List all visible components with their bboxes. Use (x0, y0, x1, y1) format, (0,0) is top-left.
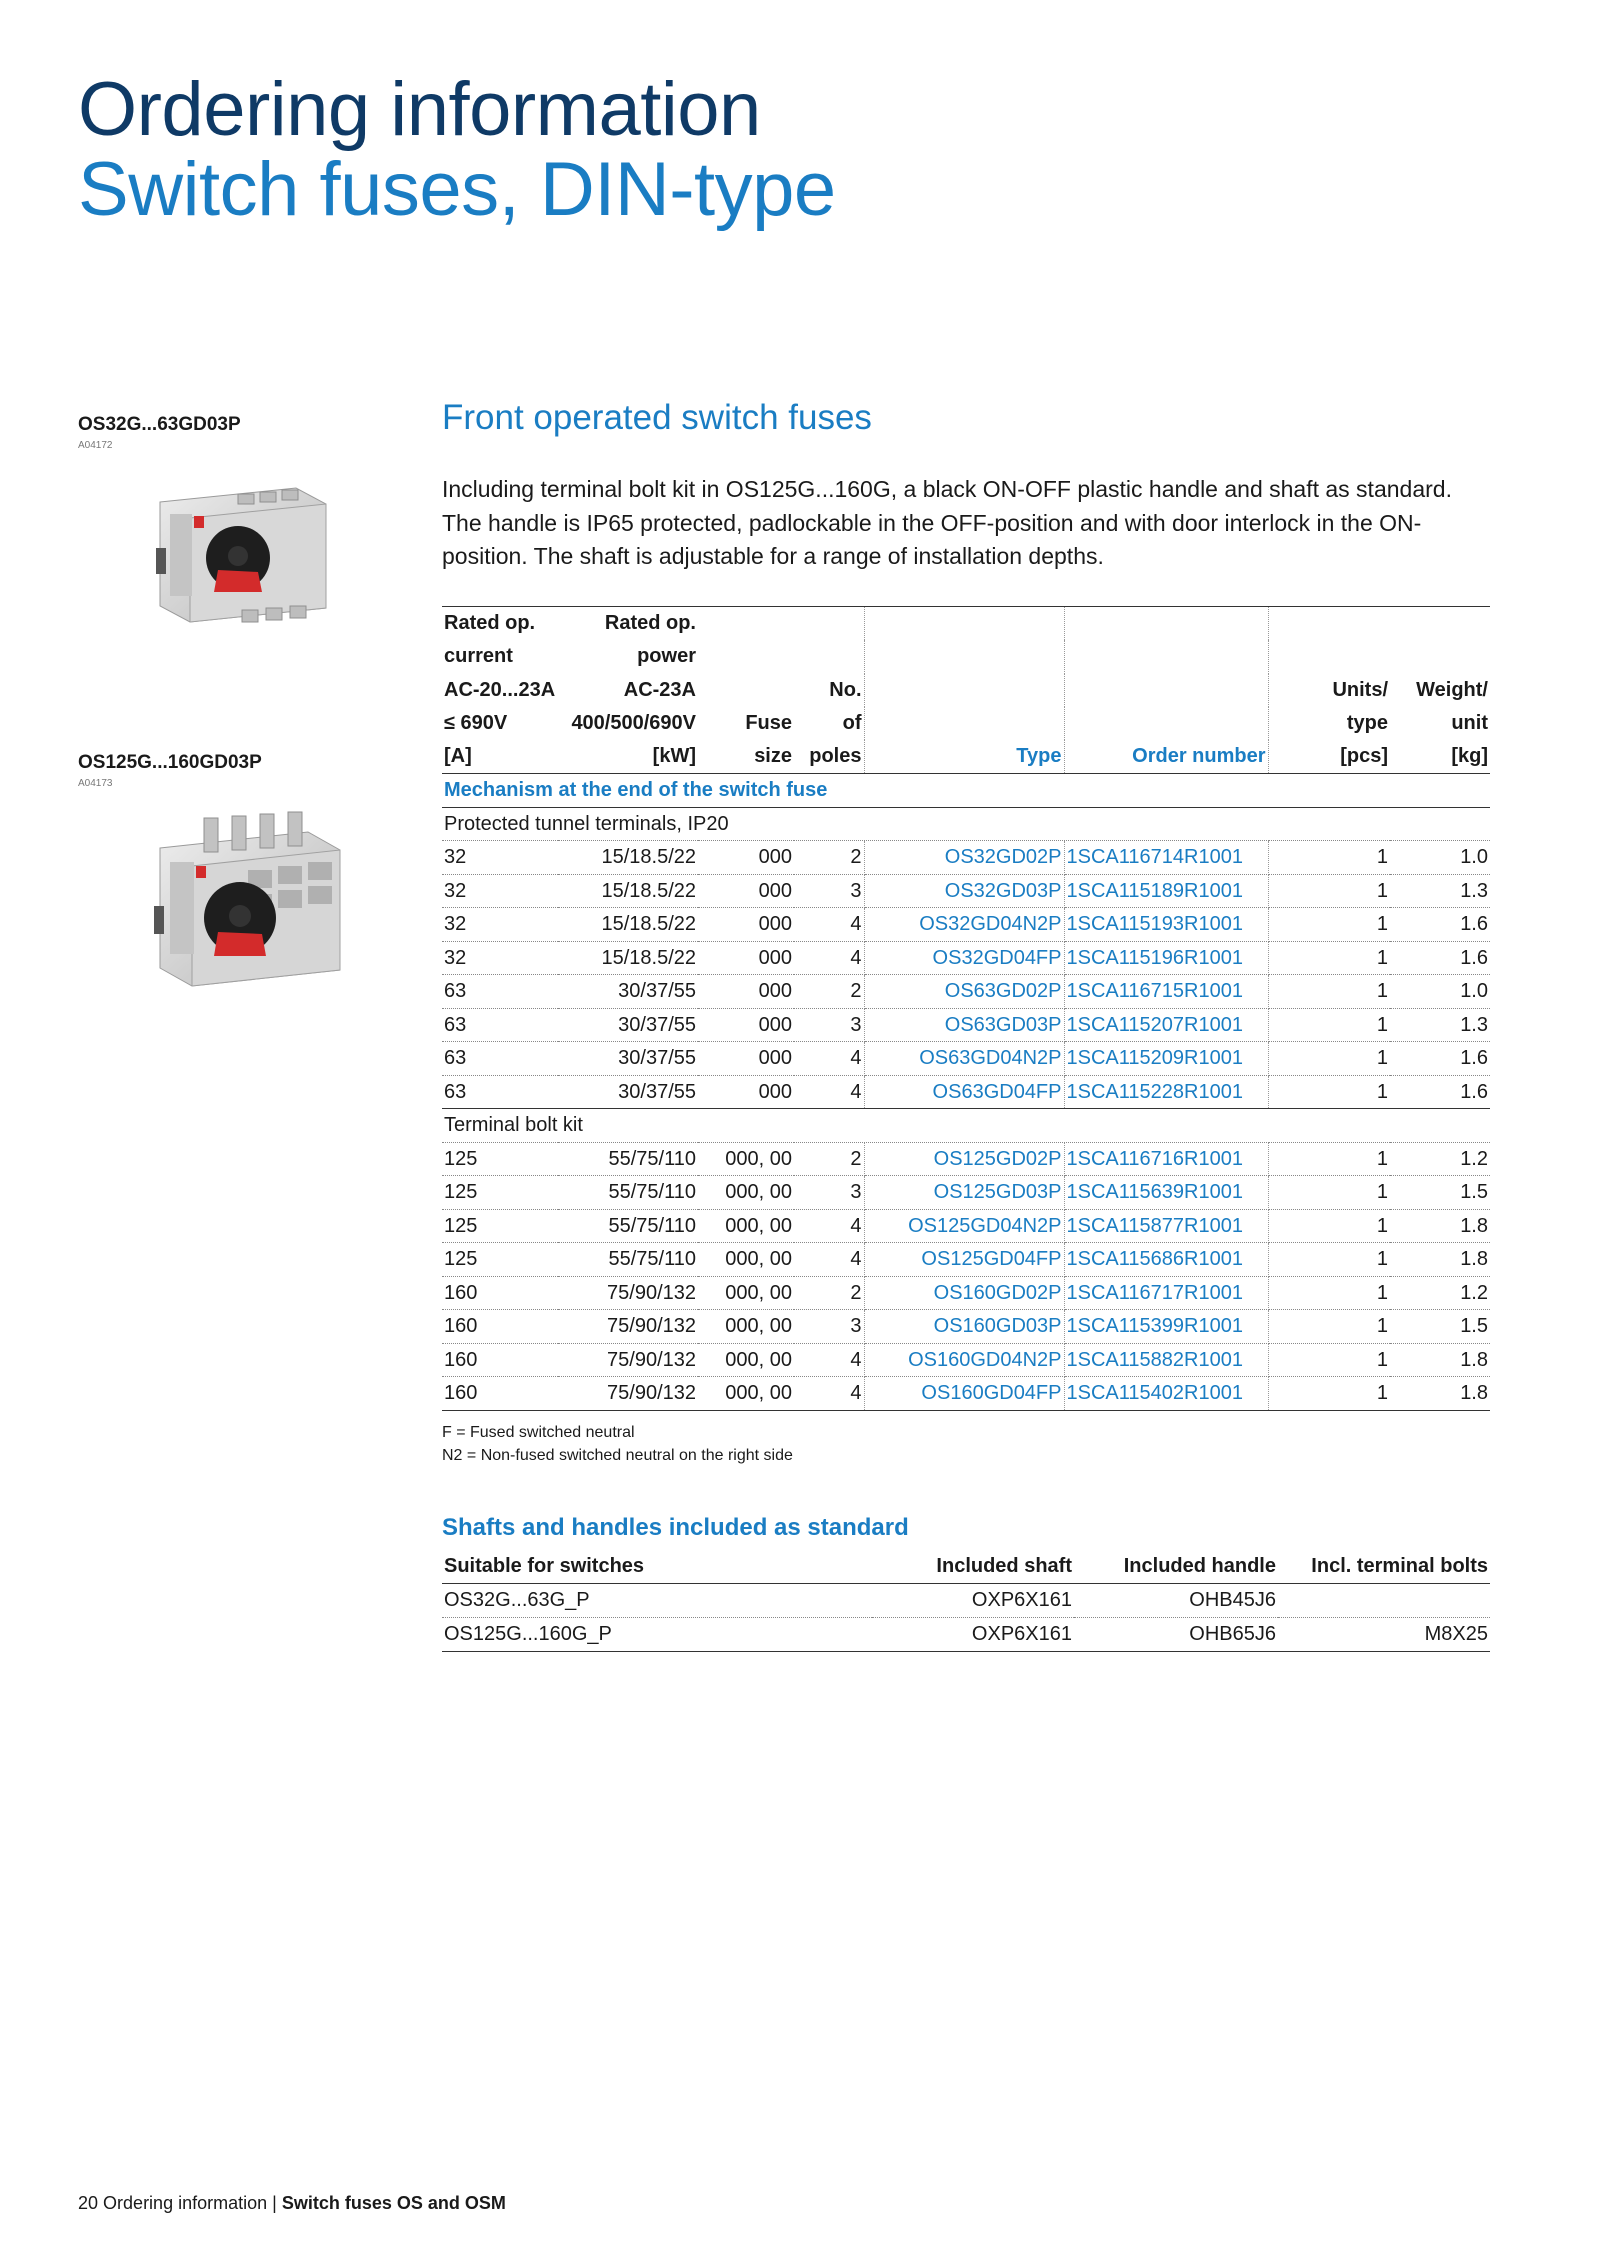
cell-poles: 4 (794, 908, 864, 942)
cell-order: 1SCA115193R1001 (1064, 908, 1268, 942)
header-suitable-for: Suitable for switches (442, 1550, 872, 1584)
cell-units: 1 (1268, 1243, 1390, 1277)
header-current: Rated op. (442, 607, 558, 641)
cell-type: OS125GD04N2P (864, 1209, 1064, 1243)
cell-fuse: 000 (698, 874, 794, 908)
cell-type: OS160GD02P (864, 1276, 1064, 1310)
cell-type: OS63GD03P (864, 1008, 1064, 1042)
cell-bolts: M8X25 (1278, 1618, 1490, 1652)
cell-order: 1SCA115639R1001 (1064, 1176, 1268, 1210)
cell-current: 125 (442, 1209, 558, 1243)
product-caption: OS32G...63GD03P (78, 414, 241, 435)
cell-current: 32 (442, 908, 558, 942)
cell-order: 1SCA116715R1001 (1064, 975, 1268, 1009)
cell-fuse: 000, 00 (698, 1142, 794, 1176)
cell-order: 1SCA115877R1001 (1064, 1209, 1268, 1243)
cell-poles: 4 (794, 1209, 864, 1243)
cell-weight: 1.8 (1390, 1209, 1490, 1243)
table-row (442, 1176, 1490, 1210)
cell-order: 1SCA116716R1001 (1064, 1142, 1268, 1176)
cell-current: 63 (442, 1042, 558, 1076)
cell-fuse: 000, 00 (698, 1310, 794, 1344)
cell-fuse: 000, 00 (698, 1209, 794, 1243)
cell-order: 1SCA116714R1001 (1064, 841, 1268, 875)
cell-poles: 4 (794, 1243, 864, 1277)
header-included-handle: Included handle (1074, 1550, 1278, 1584)
cell-power: 15/18.5/22 (558, 908, 698, 942)
cell-fuse: 000, 00 (698, 1276, 794, 1310)
header-current: [A] (442, 740, 558, 774)
table-header-row (442, 740, 1490, 774)
cell-type: OS63GD04FP (864, 1075, 1064, 1109)
cell-poles: 2 (794, 1276, 864, 1310)
cell-poles: 4 (794, 1343, 864, 1377)
cell-current: 63 (442, 975, 558, 1009)
table-row (442, 841, 1490, 875)
product-code: A04173 (78, 778, 113, 789)
cell-type: OS125GD03P (864, 1176, 1064, 1210)
cell-weight: 1.8 (1390, 1377, 1490, 1411)
cell-type: OS63GD02P (864, 975, 1064, 1009)
table-row (442, 1243, 1490, 1277)
cell-weight: 1.0 (1390, 841, 1490, 875)
cell-poles: 4 (794, 1075, 864, 1109)
table-row (442, 975, 1490, 1009)
cell-poles: 3 (794, 1310, 864, 1344)
header-power: [kW] (558, 740, 698, 774)
cell-power: 75/90/132 (558, 1310, 698, 1344)
cell-type: OS160GD04FP (864, 1377, 1064, 1411)
cell-type: OS125GD04FP (864, 1243, 1064, 1277)
cell-units: 1 (1268, 874, 1390, 908)
cell-units: 1 (1268, 1176, 1390, 1210)
shafts-section-title: Shafts and handles included as standard (442, 1514, 909, 1541)
cell-handle: OHB45J6 (1074, 1584, 1278, 1618)
table-row (442, 1377, 1490, 1411)
cell-order: 1SCA115228R1001 (1064, 1075, 1268, 1109)
cell-current: 125 (442, 1142, 558, 1176)
cell-order: 1SCA115196R1001 (1064, 941, 1268, 975)
cell-weight: 1.2 (1390, 1142, 1490, 1176)
cell-power: 75/90/132 (558, 1276, 698, 1310)
cell-weight: 1.8 (1390, 1343, 1490, 1377)
cell-poles: 2 (794, 975, 864, 1009)
table-row (442, 1343, 1490, 1377)
cell-power: 30/37/55 (558, 1008, 698, 1042)
cell-order: 1SCA115402R1001 (1064, 1377, 1268, 1411)
header-power: Rated op. (558, 607, 698, 641)
page-footer (78, 2193, 506, 2214)
cell-handle: OHB65J6 (1074, 1618, 1278, 1652)
cell-shaft: OXP6X161 (872, 1618, 1074, 1652)
cell-poles: 2 (794, 1142, 864, 1176)
header-units: Units/ (1332, 678, 1388, 701)
cell-shaft: OXP6X161 (872, 1584, 1074, 1618)
header-power: 400/500/690V (571, 711, 696, 734)
cell-units: 1 (1268, 1142, 1390, 1176)
cell-fuse: 000 (698, 841, 794, 875)
cell-units: 1 (1268, 841, 1390, 875)
cell-order: 1SCA116717R1001 (1064, 1276, 1268, 1310)
cell-current: 160 (442, 1343, 558, 1377)
cell-fuse: 000, 00 (698, 1343, 794, 1377)
header-weight: unit (1451, 711, 1488, 734)
cell-current: 32 (442, 874, 558, 908)
switch-fuse-image (148, 808, 348, 1008)
cell-bolts (1278, 1584, 1490, 1618)
cell-fuse: 000, 00 (698, 1377, 794, 1411)
header-fuse: Fuse (745, 711, 792, 734)
mechanism-row (442, 774, 1490, 808)
cell-order: 1SCA115209R1001 (1064, 1042, 1268, 1076)
cell-weight: 1.2 (1390, 1276, 1490, 1310)
table-notes (442, 1421, 793, 1467)
cell-poles: 3 (794, 1176, 864, 1210)
cell-power: 30/37/55 (558, 1075, 698, 1109)
header-poles: of (794, 707, 864, 740)
page-number: 20 (78, 2193, 99, 2213)
product-code: A04172 (78, 440, 113, 451)
cell-current: 125 (442, 1243, 558, 1277)
table-row (442, 941, 1490, 975)
cell-type: OS160GD04N2P (864, 1343, 1064, 1377)
header-type: Type (864, 740, 1064, 774)
header-units: type (1346, 711, 1388, 734)
header-poles: No. (794, 674, 864, 707)
table-header-row (442, 607, 1490, 641)
group-label: Protected tunnel terminals, IP20 (442, 807, 1490, 841)
header-terminal-bolts: Incl. terminal bolts (1278, 1550, 1490, 1584)
cell-weight: 1.6 (1390, 908, 1490, 942)
cell-type: OS160GD03P (864, 1310, 1064, 1344)
shafts-table (442, 1550, 1490, 1652)
cell-type: OS125GD02P (864, 1142, 1064, 1176)
cell-current: 63 (442, 1075, 558, 1109)
table-row (442, 874, 1490, 908)
table-body (442, 807, 1490, 1410)
header-current: AC-20...23A (444, 678, 556, 701)
table-header-row (442, 707, 1490, 740)
cell-current: 125 (442, 1176, 558, 1210)
cell-power: 30/37/55 (558, 975, 698, 1009)
cell-power: 15/18.5/22 (558, 841, 698, 875)
cell-power: 55/75/110 (558, 1243, 698, 1277)
cell-power: 30/37/55 (558, 1042, 698, 1076)
cell-poles: 2 (794, 841, 864, 875)
cell-power: 55/75/110 (558, 1176, 698, 1210)
cell-power: 55/75/110 (558, 1142, 698, 1176)
cell-power: 75/90/132 (558, 1377, 698, 1411)
cell-current: 160 (442, 1276, 558, 1310)
cell-order: 1SCA115399R1001 (1064, 1310, 1268, 1344)
ordering-table (442, 606, 1490, 1411)
table-row (442, 1310, 1490, 1344)
cell-power: 15/18.5/22 (558, 874, 698, 908)
footer-separator: | (272, 2193, 277, 2213)
cell-weight: 1.8 (1390, 1243, 1490, 1277)
header-power: AC-23A (623, 678, 696, 701)
product-caption: OS125G...160GD03P (78, 752, 262, 773)
cell-order: 1SCA115686R1001 (1064, 1243, 1268, 1277)
table-row (442, 1276, 1490, 1310)
table-header-row (442, 674, 1490, 707)
cell-units: 1 (1268, 1042, 1390, 1076)
cell-type: OS32GD04N2P (864, 908, 1064, 942)
group-header-row (442, 807, 1490, 841)
cell-units: 1 (1268, 1209, 1390, 1243)
header-current: ≤ 690V (444, 711, 508, 734)
header-weight: Weight/ (1416, 678, 1488, 701)
table-row (442, 908, 1490, 942)
page-subtitle: Switch fuses, DIN-type (78, 147, 836, 232)
cell-poles: 3 (794, 874, 864, 908)
switch-fuse-image (148, 460, 338, 640)
footer-document: Switch fuses OS and OSM (281, 2193, 506, 2213)
cell-type: OS63GD04N2P (864, 1042, 1064, 1076)
cell-units: 1 (1268, 1075, 1390, 1109)
cell-poles: 4 (794, 1042, 864, 1076)
cell-weight: 1.0 (1390, 975, 1490, 1009)
cell-type: OS32GD04FP (864, 941, 1064, 975)
group-header-row (442, 1109, 1490, 1143)
cell-current: 63 (442, 1008, 558, 1042)
page-title: Ordering information (78, 67, 761, 152)
cell-order: 1SCA115189R1001 (1064, 874, 1268, 908)
cell-type: OS32GD02P (864, 841, 1064, 875)
cell-fuse: 000 (698, 908, 794, 942)
cell-current: 160 (442, 1310, 558, 1344)
cell-current: 32 (442, 941, 558, 975)
cell-weight: 1.6 (1390, 1075, 1490, 1109)
header-units: [pcs] (1268, 740, 1390, 774)
table-row (442, 1142, 1490, 1176)
cell-weight: 1.5 (1390, 1310, 1490, 1344)
cell-weight: 1.6 (1390, 941, 1490, 975)
cell-current: 32 (442, 841, 558, 875)
cell-fuse: 000 (698, 975, 794, 1009)
cell-switches: OS125G...160G_P (442, 1618, 872, 1652)
cell-fuse: 000, 00 (698, 1176, 794, 1210)
cell-units: 1 (1268, 1008, 1390, 1042)
group-label: Terminal bolt kit (442, 1109, 1490, 1143)
table-header-row (442, 640, 1490, 673)
table-row (442, 1042, 1490, 1076)
cell-power: 75/90/132 (558, 1343, 698, 1377)
cell-weight: 1.3 (1390, 874, 1490, 908)
cell-units: 1 (1268, 1276, 1390, 1310)
cell-units: 1 (1268, 1377, 1390, 1411)
cell-units: 1 (1268, 1310, 1390, 1344)
footer-section: Ordering information (103, 2193, 268, 2213)
cell-poles: 3 (794, 1008, 864, 1042)
header-current: current (444, 645, 513, 668)
table-row (442, 1618, 1490, 1652)
cell-units: 1 (1268, 975, 1390, 1009)
header-poles: poles (794, 740, 864, 774)
header-power: power (637, 645, 696, 668)
mechanism-label: Mechanism at the end of the switch fuse (442, 774, 1490, 808)
cell-units: 1 (1268, 1343, 1390, 1377)
cell-weight: 1.5 (1390, 1176, 1490, 1210)
cell-order: 1SCA115207R1001 (1064, 1008, 1268, 1042)
cell-current: 160 (442, 1377, 558, 1411)
cell-fuse: 000 (698, 1075, 794, 1109)
cell-switches: OS32G...63G_P (442, 1584, 872, 1618)
table-row (442, 1008, 1490, 1042)
note-fused: F = Fused switched neutral (442, 1424, 635, 1441)
table-row (442, 1075, 1490, 1109)
cell-weight: 1.3 (1390, 1008, 1490, 1042)
cell-fuse: 000, 00 (698, 1243, 794, 1277)
cell-fuse: 000 (698, 1042, 794, 1076)
cell-fuse: 000 (698, 941, 794, 975)
header-fuse: size (698, 740, 794, 774)
cell-units: 1 (1268, 908, 1390, 942)
header-included-shaft: Included shaft (872, 1550, 1074, 1584)
table-row (442, 1209, 1490, 1243)
cell-type: OS32GD03P (864, 874, 1064, 908)
note-non-fused: N2 = Non-fused switched neutral on the right side (442, 1447, 793, 1464)
cell-power: 15/18.5/22 (558, 941, 698, 975)
table-row (442, 1584, 1490, 1618)
shafts-header-row (442, 1550, 1490, 1584)
cell-fuse: 000 (698, 1008, 794, 1042)
intro-paragraph: Including terminal bolt kit in OS125G...160G, a black ON-OFF plastic handle and shaft as standard. The handle is IP65 protected, padlockable in the OFF-position and with door interlock in the ON-position. The shaft is adjustable for a range of installation depths. (442, 476, 1452, 569)
cell-poles: 4 (794, 941, 864, 975)
cell-poles: 4 (794, 1377, 864, 1411)
cell-units: 1 (1268, 941, 1390, 975)
cell-weight: 1.6 (1390, 1042, 1490, 1076)
section-title: Front operated switch fuses (442, 398, 872, 437)
cell-order: 1SCA115882R1001 (1064, 1343, 1268, 1377)
header-weight: [kg] (1390, 740, 1490, 774)
cell-power: 55/75/110 (558, 1209, 698, 1243)
header-order-number: Order number (1064, 740, 1268, 774)
